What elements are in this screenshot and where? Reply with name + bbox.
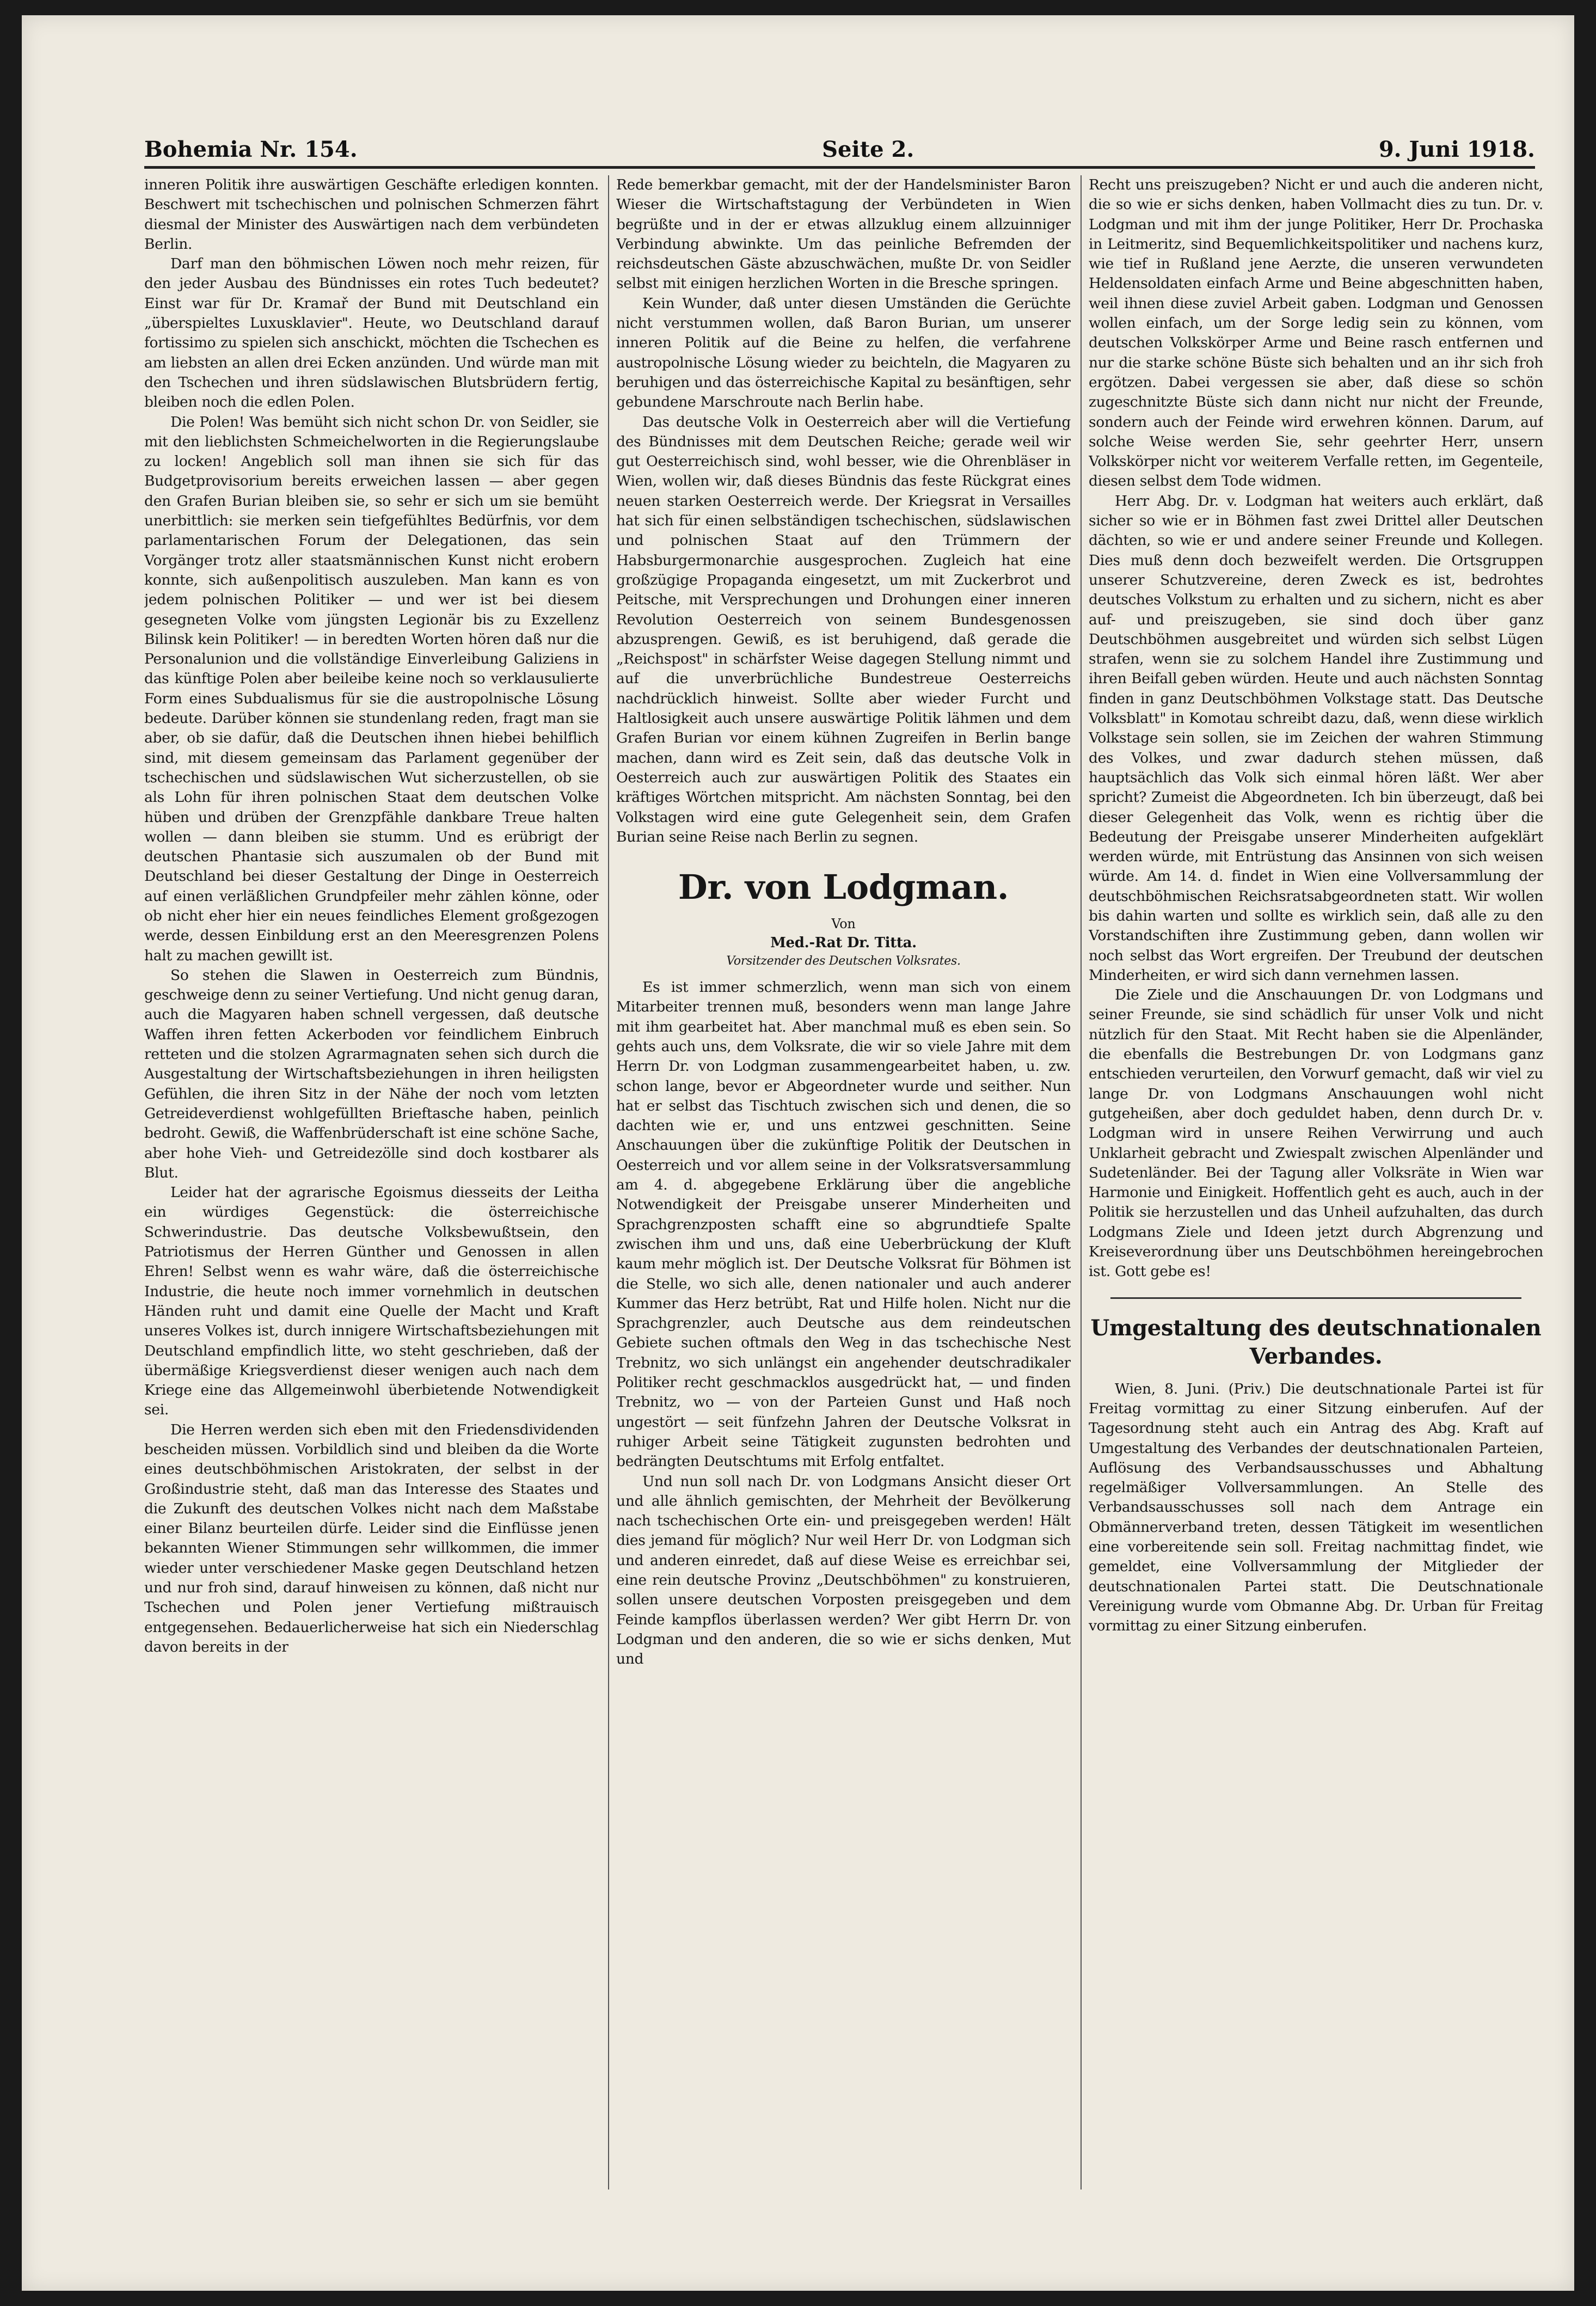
paragraph: Das deutsche Volk in Oesterreich aber will die Vertiefung des Bündnisses mit dem Deutschen Reiche; gerade weil wir gut Oesterreichisch sind, wohl besser, wie die Ohrenbläser in Wien, wollen wir, daß dieses Bündnis das feste Rückgrat eines neuen starken Oesterreich werde. Der Kriegsrat in Versailles hat sich für einen selbständigen tschechischen, südslawischen und polnischen Staat auf den Trümmern der Habsburgermonarchie ausgesprochen. Zugleich hat eine großzügige Propaganda eingesetzt, um mit Zuckerbrot und Peitsche, mit Versprechungen und Drohungen einer inneren Revolution Oesterreich von seinem Bundesgenossen abzusprengen. Gewiß, es ist beruhigend, daß gerade die „Reichspost" in schärfster Weise dagegen Stellung nimmt und auf die unverbrüchliche Bundestreue Oesterreichs nachdrücklich hinweist. Sollte aber wieder Furcht und Haltlosigkeit auch unsere auswärtige Politik lähmen und dem Grafen Burian vor einem kühnen Zugreifen in Berlin bange machen, dann wird es Zeit sein, daß das deutsche Volk in Oesterreich auch zur auswärtigen Politik des Staates ein kräftiges Wörtchen mitspricht. Am nächsten Sonntag, bei den Volkstagen wird eine gute Gelegenheit sein, dem Grafen Burian seine Reise nach Berlin zu segnen. [616, 413, 1071, 845]
paragraph: Die Polen! Was bemüht sich nicht schon Dr. von Seidler, sie mit den lieblichsten Schmeichelworten in die Regierungslaube zu locken! Angeblich soll man ihnen sie sich für das Budgetprovisorium bereits erweichen lassen — aber gegen den Grafen Burian bleiben sie, so sehr er sich um sie bemüht unerbittlich: sie merken sein tiefgefühltes Bedürfnis, vor dem parlamentarischen Forum der Delegationen, das sein Vorgänger trotz aller staatsmännischen Kunst nicht erobern konnte, sich außenpolitisch auszuleben. Man kann es von jedem polnischen Politiker — und wer ist bei diesem gesegneten Volke vom jüngsten Legionär bis zu Exzellenz Bilinsk kein Politiker! — in beredten Worten hören daß nur die Personalunion und die vollständige Einverleibung Galiziens in das künftige Polen aber beileibe keine noch so verklausulierte Form eines Subdualismus für sie die austropolnische Lösung bedeute. Darüber können sie stundenlang reden, fragt man sie aber, ob sie dafür, daß die Deutschen ihnen hiebei behilflich sind, mit diesem gemeinsam das Parlament gegenüber der tschechischen und südslawischen Wut sicherzustellen, ob sie als Lohn für ihren polnischen Staat dem deutschen Volke hüben und drüben der Grenzpfähle dankbare Treue halten wollen — dann bleiben sie stumm. Und es erübrigt der deutschen Phantasie sich auszumalen ob der Bund mit Deutschland bei dieser Gestaltung der Dinge in Oesterreich auf einen verläßlichen Grundpfeiler mehr zählen könne, oder ob nicht eher hier ein neues feindliches Element großgezogen werde, dessen Einbildung erst an den Meeresgrenzen Polens halt zu machen gewillt ist. [144, 413, 599, 964]
paragraph: Leider hat der agrarische Egoismus diesseits der Leitha ein würdiges Gegenstück: die österreichische Schwerindustrie. Das deutsche Volksbewußtsein, den Patriotismus der Herren Günther und Genossen in allen Ehren! Selbst wenn es wahr wäre, daß die österreichische Industrie, die heute noch immer vornehmlich in deutschen Händen ruht und damit eine Quelle der Macht und Kraft unseres Volkes ist, durch innigere Wirtschaftsbeziehungen mit Deutschland empfindlich litte, wo steht geschrieben, daß der übermäßige Kriegsverdienst dieser wenigen auch nach dem Kriege eine das Allgemeinwohl überbietende Notwendigkeit sei. [144, 1184, 599, 1419]
column-2 [616, 175, 1071, 2190]
article-headline: Dr. von Lodgman. [678, 867, 1009, 907]
masthead [144, 124, 1535, 162]
paragraph: Es ist immer schmerzlich, wenn man sich von einem Mitarbeiter trennen muß, besonders wenn man lange Jahre mit ihm gearbeitet hat. Aber manchmal muß es eben sein. So gehts auch uns, dem Volksrate, die wir so viele Jahre mit dem Herrn Dr. von Lodgman zusammengearbeitet haben, u. zw. schon lange, bevor er Abgeordneter wurde und seither. Nun hat er selbst das Tischtuch zwischen sich und denen, die so dachten wie er, und uns entzwei geschnitten. Seine Anschauungen über die zukünftige Politik der Deutschen in Oesterreich und vor allem seine in der Volksratsversammlung am 4. d. abgegebene Erklärung über die angebliche Notwendigkeit der Preisgabe unserer Minderheiten und Sprachgrenzposten schafft eine so abgrundtiefe Spalte zwischen ihm und uns, daß eine Ueberbrückung der Kluft kaum mehr möglich ist. Der Deutsche Volksrat für Böhmen ist die Stelle, wo sich alle, denen nationaler und auch anderer Kummer das Herz betrübt, Rat und Hilfe holen. Nicht nur die Sprachgrenzler, auch Deutsche aus dem reindeutschen Gebiete suchen oftmals den Weg in das tschechische Nest Trebnitz, wo sich unlängst ein angehender deutschradikaler Politiker recht geschmacklos ausgedrückt hat, — und finden Trebnitz, wo — von der Parteien Gunst und Haß noch ungestört — seit fünfzehn Jahren der Deutsche Volksrat in ruhiger Arbeit seine Tätigkeit zugunsten bedrohten und bedrängten Deutschtums mit Erfolg entfaltet. [616, 979, 1071, 1470]
paragraph: So stehen die Slawen in Oesterreich zum Bündnis, geschweige denn zu seiner Vertiefung. Und nicht genug daran, auch die Magyaren haben schnell vergessen, daß deutsche Waffen ihren fetten Ackerboden vor feindlichem Einbruch retteten und die stolzen Agrarmagnaten sehen sich durch die Ausgestaltung der Wirtschaftsbeziehungen in ihren heiligsten Gefühlen, die ihren Sitz in der Nähe der noch vom letzten Getreideverdienst wohlgefüllten Brieftasche haben, peinlich bedroht. Gewiß, die Waffenbrüderschaft ist eine schöne Sache, aber hohe Vieh- und Getreidezölle sind doch kostbarer als Blut. [144, 966, 599, 1181]
paragraph: inneren Politik ihre auswärtigen Geschäfte erledigen konnten. Beschwert mit tschechischen und polnischen Schmerzen fährt diesmal der Minister des Auswärtigen nach dem verbündeten Berlin. [144, 176, 599, 253]
paragraph: Herr Abg. Dr. v. Lodgman hat weiters auch erklärt, daß sicher so wie er in Böhmen fast zwei Drittel aller Deutschen dächten, so wie er und andere seiner Freunde und Kollegen. Dies muß denn doch bezweifelt werden. Die Ortsgruppen unserer Schutzvereine, deren Zweck es ist, bedrohtes deutsches Volkstum zu erhalten und zu sichern, nicht es aber auf- und preiszugeben, sie sind doch über ganz Deutschböhmen ausgebreitet und würden sich selbst Lügen strafen, wenn sie zu solchem Handel ihre Zustimmung und ihren Beifall geben würden. Heute und auch nächsten Sonntag finden in ganz Deutschböhmen Volkstage statt. Das Deutsche Volksblatt" in Komotau schreibt dazu, daß, wenn diese wirklich Volkstage sein sollen, sie im Zeichen der wahren Stimmung des Volkes, und zwar dadurch stehen müssen, daß hauptsächlich das Volk sich einmal hören läßt. Wer aber spricht? Zumeist die Abgeordneten. Ich bin überzeugt, daß bei dieser Gelegenheit das Volk, wenn es richtig über die Bedeutung der Preisgabe unserer Minderheiten aufgeklärt werden würde, mit Entrüstung das Ansinnen von sich weisen würde. Am 14. d. findet in Wien eine Vollversammlung der deutschböhmischen Reichsratsabgeordneten statt. Wir wollen bis dahin warten und sollte es wirklich sein, daß alle zu den Vorstandschiften ihre Zustimmung geben, dann wollen wir noch selbst das Wort ergreifen. Der Treubund der deutschen Minderheiten, er wird sich dann vernehmen lassen. [1089, 492, 1543, 984]
paper-name: Bohemia Nr. 154. [144, 137, 358, 162]
masthead-rule [144, 166, 1535, 169]
paragraph: Rede bemerkbar gemacht, mit der der Handelsminister Baron Wieser die Wirtschaftstagung der Verbündeten in Wien begrüßte und in der er etwas allzuklug einem allzuinniger Verbindung abwinkte. Um das peinliche Befremden der reichsdeutschen Gäste abzuschwächen, mußte Dr. von Seidler selbst mit einigen herzlichen Worten in die Bresche springen. [616, 176, 1071, 292]
issue-date: 9. Juni 1918. [1378, 137, 1535, 162]
byline-role: Vorsitzender des Deutschen Volksrates. [726, 954, 961, 968]
paragraph: Kein Wunder, daß unter diesen Umständen die Gerüchte nicht verstummen wollen, daß Baron Burian, um unserer inneren Politik auf die Beine zu helfen, die verfahrene austropolnische Lösung wieder zu beichteln, die Magyaren zu beruhigen und das österreichische Kapital zu besänftigen, sehr gebundene Marschroute nach Berlin habe. [616, 295, 1071, 411]
page-number: Seite 2. [822, 137, 914, 162]
byline-author: Med.-Rat Dr. Titta. [770, 935, 917, 952]
paragraph: Wien, 8. Juni. (Priv.) Die deutschnationale Partei ist für Freitag vormittag zu einer Sitzung einberufen. Auf der Tagesordnung steht auch ein Antrag des Abg. Kraft auf Umgestaltung des Verbandes der deutschnationalen Parteien, Auflösung des Verbandsausschusses und Abhaltung regelmäßiger Vollversammlungen. An Stelle des Verbandsausschusses soll nach dem Antrage ein Obmännerverband treten, dessen Tätigkeit im wesentlichen eine vorbereitende sein soll. Freitag nachmittag findet, wie gemeldet, eine Vollversammlung der Mitglieder der deutschnationalen Partei statt. Die Deutschnationale Vereinigung wurde vom Obmanne Abg. Dr. Urban für Freitag vormittag zu einer Sitzung einberufen. [1089, 1380, 1543, 1635]
paragraph: Darf man den böhmischen Löwen noch mehr reizen, für den jeder Ausbau des Bündnisses ein rotes Tuch bedeutet? Einst war für Dr. Kramař der Bund mit Deutschland ein „überspieltes Luxusklavier". Heute, wo Deutschland darauf fortissimo zu spielen sich anschickt, möchten die Tschechen es am liebsten an allen drei Ecken anzünden. Und würde man mit den Tschechen und ihren südslawischen Blutsbrüdern fertig, bleiben noch die edlen Polen. [144, 255, 599, 411]
paragraph: Die Herren werden sich eben mit den Friedensdividenden bescheiden müssen. Vorbildlich sind und bleiben da die Worte eines deutschböhmischen Aristokraten, der selbst in der Großindustrie steht, daß man das Interesse des Staates und die Zukunft des deutschen Volkes nicht nach dem Maßstabe einer Bilanz beurteilen dürfe. Leider sind die Einflüsse jenen bekannten Wiener Stimmungen sehr willkommen, die immer wieder unter verschiedener Maske gegen Deutschland hetzen und nur froh sind, darauf hinweisen zu können, daß nicht nur Tschechen und Polen jener Vertiefung mißtrauisch entgegensehen. Bedauerlicherweise hat sich ein Niederschlag davon bereits in der [144, 1421, 599, 1655]
section-divider [1110, 1297, 1521, 1299]
paragraph: Und nun soll nach Dr. von Lodgmans Ansicht dieser Ort und alle ähnlich gemischten, der Mehrheit der Bevölkerung nach tschechischen Orte ein- und preisgegeben werden! Hält dies jemand für möglich? Nur weil Herr Dr. von Lodgman sich und anderen einredet, daß auf diese Weise es erreichbar sei, eine rein deutsche Provinz „Deutschböhmen" zu konstruieren, sollen unsere deutschen Vorposten preisgegeben und dem Feinde kampflos überlassen werden? Wer gibt Herrn Dr. von Lodgman und den anderen, die so wie er sichs denken, Mut und [616, 1473, 1071, 1668]
paragraph: Recht uns preiszugeben? Nicht er und auch die anderen nicht, die so wie er sichs denken, haben Vollmacht dies zu tun. Dr. v. Lodgman und mit ihm der junge Politiker, Herr Dr. Prochaska in Leitmeritz, sind Bequemlichkeitspolitiker und nachens kurz, wie tief in Rußland jene Aerzte, die unseren verwundeten Heldensoldaten einfach Arme und Beine abgeschnitten haben, weil ihnen diese zuviel Arbeit gaben. Lodgman und Genossen wollen einfach, um der Sorge ledig sein zu können, vom deutschen Volkskörper Arme und Beine rasch entfernen und nur die starke schöne Büste sich behalten und an ihr sich froh ergötzen. Dabei vergessen sie aber, daß diese so schön zugeschnitzte Büste sich dann nicht nur nicht der Freunde, sondern auch der Feinde wird erwehren können. Darum, auf solche Weise werden Sie, sehr geehrter Herr, unsern Volkskörper nicht vor weiterem Verfalle retten, im Gegenteile, diesen selbst dem Tode widmen. [1089, 176, 1543, 490]
column-divider [1081, 175, 1082, 2190]
column-divider [608, 175, 609, 2190]
column-3 [1089, 175, 1543, 2190]
column-1 [144, 175, 599, 2190]
article-headline: Umgestaltung des deutschnationalen Verbandes. [1090, 1315, 1542, 1369]
byline-prefix: Von [831, 916, 856, 932]
paragraph: Die Ziele und die Anschauungen Dr. von Lodgmans und seiner Freunde, sie sind schädlich für unser Volk und nicht nützlich für den Staat. Mit Recht haben sie die Alpenländer, die ebenfalls die Bestrebungen Dr. von Lodgmans ganz entschieden verurteilen, den Vorwurf gemacht, daß wir viel zu lange Dr. von Lodgmans Anschauungen wohl nicht gutgeheißen, aber doch geduldet haben, denn durch Dr. v. Lodgman wird in unsere Reihen Verwirrung und auch Unklarheit gebracht und Zwiespalt zwischen Alpenländer und Sudetenländer. Bei der Tagung aller Volksräte in Wien war Harmonie und Einigkeit. Hoffentlich geht es auch, auch in der Politik sie herzustellen und das Unheil aufzuhalten, das durch Lodgmans Ziele und Ideen jetzt durch Abgrenzung und Kreiseverordnung über uns Deutschböhmen hereingebrochen ist. Gott gebe es! [1089, 986, 1543, 1280]
